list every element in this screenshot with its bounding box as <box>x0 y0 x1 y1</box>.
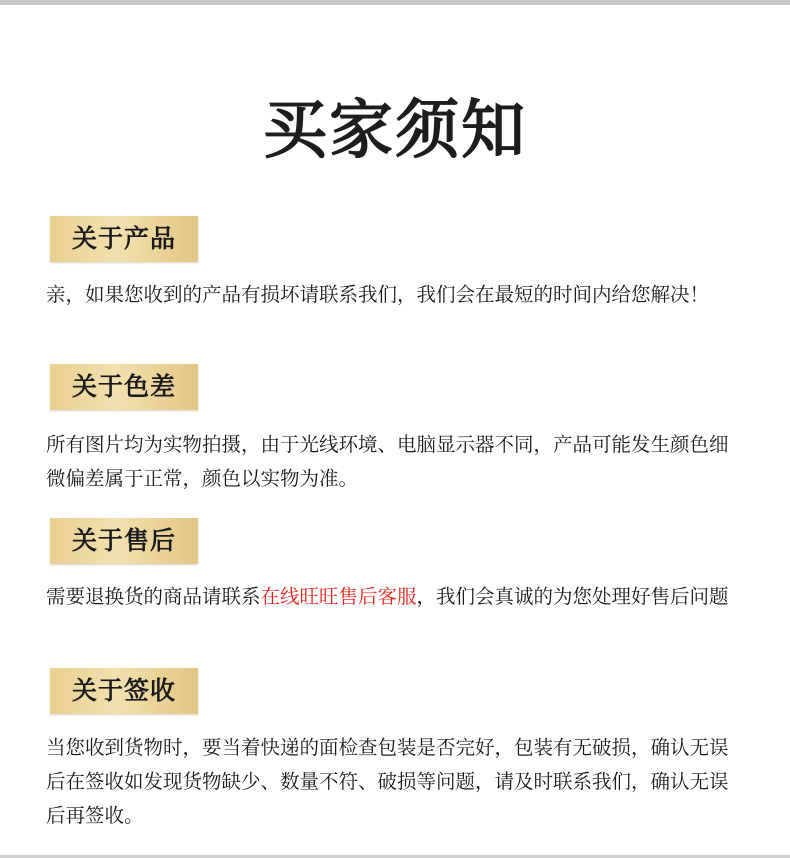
section-heading: 关于色差 <box>71 372 176 401</box>
section-tag-color <box>50 364 198 410</box>
top-divider <box>0 0 790 5</box>
section-body-product: 亲，如果您收到的产品有损坏请联系我们，我们会在最短的时间内给您解决！ <box>46 283 710 306</box>
page-title: 买家须知 <box>263 94 527 168</box>
body-text: ，我们会真诚的为您处理好售后问题 <box>416 585 729 608</box>
section-heading: 关于产品 <box>71 224 176 253</box>
section-body-color: 所有图片均为实物拍摄，由于光线环境、电脑显示器不同，产品可能发生颜色细微偏差属于正常，颜色以实物为准。 <box>46 433 729 490</box>
section-body-aftersales <box>46 580 746 614</box>
section-tag-aftersales <box>50 518 198 564</box>
section-tag-product <box>50 216 198 262</box>
section-tag-signing <box>50 668 198 714</box>
section-heading: 关于售后 <box>71 526 176 555</box>
customer-service-link[interactable]: 在线旺旺售后客服 <box>260 585 417 608</box>
section-heading: 关于签收 <box>71 676 176 705</box>
section-body-signing: 当您收到货物时，要当着快递的面检查包装是否完好，包装有无破损，确认无误后在签收如发现货物缺少、数量不符、破损等问题，请及时联系我们，确认无误后再签收。 <box>46 736 729 827</box>
body-text: 需要退换货的商品请联系 <box>46 585 261 608</box>
